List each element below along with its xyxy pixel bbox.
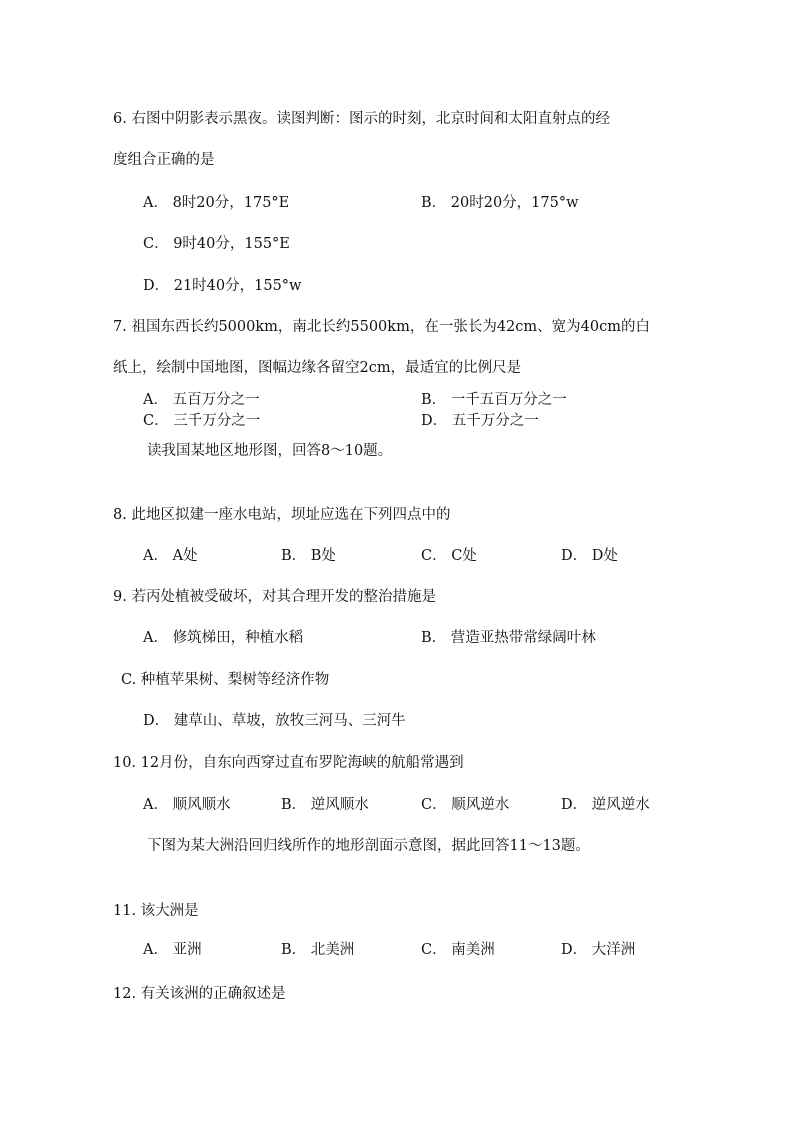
q10-option-c: C． 顺风逆水 <box>421 797 510 813</box>
q8-option-a: A． A处 <box>143 548 198 564</box>
q8-option-d: D． D处 <box>561 548 618 564</box>
q9-option-d: D． 建草山、草坡，放牧三河马、三河牛 <box>143 713 406 729</box>
q7-option-b: B． 一千五百万分之一 <box>421 392 567 408</box>
q8-stem: 8. 此地区拟建一座水电站，坝址应选在下列四点中的 <box>113 507 451 523</box>
q7-option-a: A． 五百万分之一 <box>143 392 260 408</box>
q8-option-c: C． C处 <box>421 548 477 564</box>
q10-option-b: B． 逆风顺水 <box>281 797 369 813</box>
q11-option-c: C． 南美洲 <box>421 942 495 958</box>
q6-stem-line2: 度组合正确的是 <box>113 152 215 168</box>
q6-stem-line1: 6. 右图中阴影表示黑夜。读图判断：图示的时刻，北京时间和太阳直射点的经 <box>113 111 610 127</box>
q8-option-b: B． B处 <box>281 548 336 564</box>
q7-option-c: C． 三千万分之一 <box>143 413 261 429</box>
q10-option-a: A． 顺风顺水 <box>143 797 231 813</box>
q6-option-b: B． 20时20分，175°w <box>421 195 579 211</box>
q9-option-c: C. 种植苹果树、梨树等经济作物 <box>121 672 330 688</box>
intro-8-10: 读我国某地区地形图，回答8～10题。 <box>147 443 393 459</box>
q9-stem: 9. 若丙处植被受破坏，对其合理开发的整治措施是 <box>113 589 436 605</box>
q12-stem: 12. 有关该洲的正确叙述是 <box>113 986 286 1002</box>
q9-option-b: B． 营造亚热带常绿阔叶林 <box>421 630 596 646</box>
q6-option-d: D． 21时40分，155°w <box>143 278 302 294</box>
q6-option-c: C． 9时40分，155°E <box>143 236 290 252</box>
q7-stem-line1: 7. 祖国东西长约5000km，南北长约5500km，在一张长为42cm、宽为40cm的白 <box>113 319 650 335</box>
q11-option-b: B． 北美洲 <box>281 942 355 958</box>
q9-option-a: A． 修筑梯田，种植水稻 <box>143 630 304 646</box>
q11-option-a: A． 亚洲 <box>143 942 202 958</box>
q7-option-d: D． 五千万分之一 <box>421 413 539 429</box>
q11-option-d: D． 大洋洲 <box>561 942 636 958</box>
intro-11-13: 下图为某大洲沿回归线所作的地形剖面示意图，据此回答11～13题。 <box>147 838 590 854</box>
q7-stem-line2: 纸上，绘制中国地图，图幅边缘各留空2cm，最适宜的比例尺是 <box>113 360 522 376</box>
q6-option-a: A． 8时20分，175°E <box>143 195 290 211</box>
q11-stem: 11. 该大洲是 <box>113 903 199 919</box>
q10-option-d: D． 逆风逆水 <box>561 797 650 813</box>
q10-stem: 10. 12月份，自东向西穿过直布罗陀海峡的航船常遇到 <box>113 755 464 771</box>
